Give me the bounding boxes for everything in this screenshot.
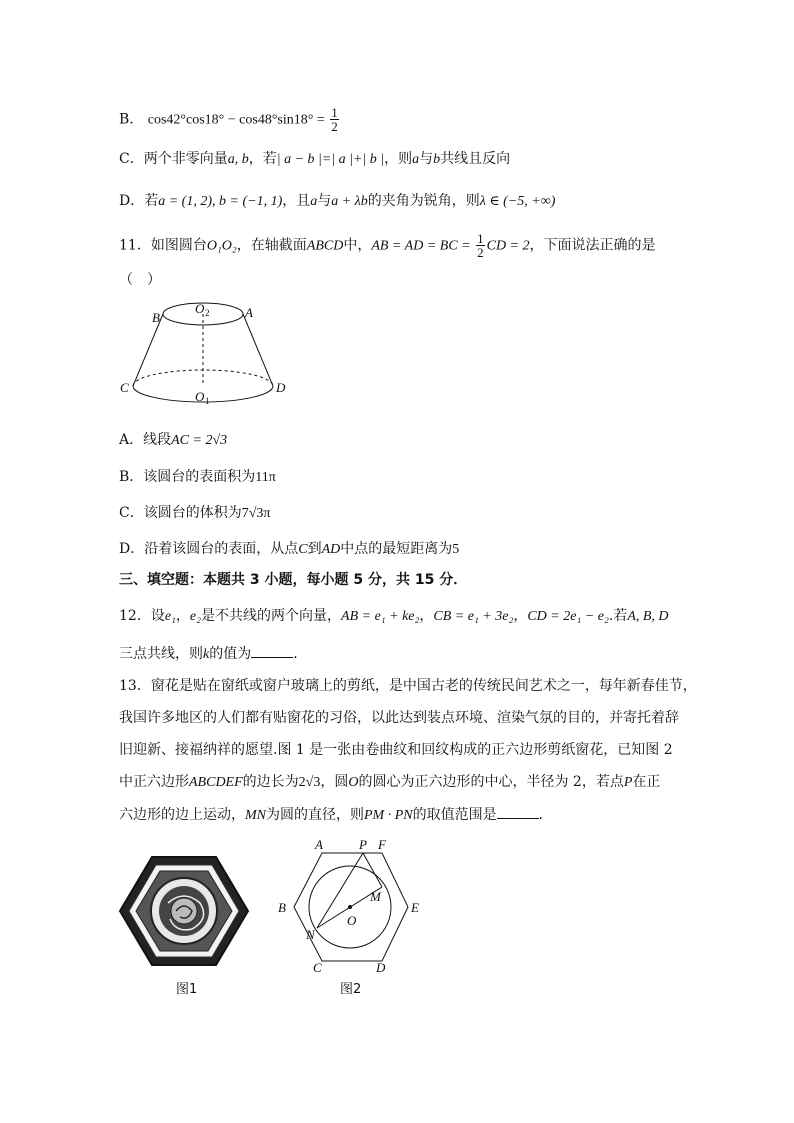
vector-ab: AB = e₁ + ke₂	[341, 609, 420, 624]
segment-pm	[363, 853, 382, 887]
q11-option-b: B．该圆台的表面积为11π	[119, 469, 276, 485]
label-B: B	[278, 900, 286, 915]
q11-option-a: A．线段AC = 2√3	[119, 432, 228, 448]
label-A: A	[315, 837, 323, 852]
q12-line2: 三点共线，则k的值为 .	[119, 643, 298, 665]
answer-blank[interactable]	[497, 804, 539, 819]
center-dot	[348, 905, 352, 909]
figure1-window-flower	[118, 853, 250, 973]
range: λ ∈ (−5, +∞)	[479, 194, 556, 209]
label-M: M	[370, 889, 381, 904]
label-B: B	[152, 310, 160, 325]
label-C: C	[313, 960, 322, 975]
label-C: C	[120, 380, 129, 395]
q13-paragraph: 13．窗花是贴在窗纸或窗户玻璃上的剪纸，是中国古老的传统民间艺术之一，每年新春佳节， 我国许多地区的人们都有贴窗花的习俗，以此达到装点环境、渲染气氛的目的，并寄托着辞 旧迎新、接福纳祥的愿望.图 1 是一张由卷曲纹和回纹构成的正六边形剪纸窗花，已知图 2 中正六边形ABCDEF的边长为2√3，圆O的圆心为正六边形的中心，半径为 2，若点P在正 六边形的边上运动，MN为圆的直径，则PM · PN的取值范围是 ．	[119, 678, 697, 823]
q11-stem: 11．如图圆台O₁O₂，在轴截面ABCD中，AB = AD = BC = $\frac{1}{2}$ CD = 2，下面说法正确的是	[119, 231, 656, 260]
q10-option-c: C．两个非零向量a, b，若| a − b |=| a |+| b |，则a与b共线且反向	[119, 151, 511, 167]
slant-right	[243, 314, 273, 386]
label-O: O	[347, 913, 357, 928]
figure2-caption: 图2	[340, 982, 362, 997]
label-O1: O	[195, 389, 205, 404]
q10-option-b	[119, 106, 341, 133]
label-O2-sub: 2	[205, 308, 210, 318]
q10-option-d: D．若a = (1, 2), b = (−1, 1)，且a与a + λb的夹角为锐角，则λ ∈ (−5, +∞)	[119, 193, 556, 209]
label-A: A	[245, 305, 253, 320]
condition: a = (1, 2), b = (−1, 1)	[158, 194, 283, 209]
label-O2: O	[195, 301, 205, 316]
label-E: E	[411, 900, 419, 915]
vectors: a, b	[227, 152, 249, 167]
frustum-figure	[115, 300, 295, 410]
expression: cos42°cos18° − cos48°sin18° =	[147, 112, 329, 128]
flower-center	[171, 898, 197, 924]
figure1-caption: 图1	[176, 982, 198, 997]
q11-option-d: D．沿着该圆台的表面，从点C到AD中点的最短距离为5	[119, 541, 460, 557]
label-N: N	[306, 927, 315, 942]
answer-paren: （ ）	[119, 272, 161, 288]
vector-cb: CB = e₁ + 3e₂	[433, 609, 514, 624]
condition: | a − b |=| a |+| b |	[276, 152, 385, 167]
label-D: D	[276, 380, 286, 395]
section-title: 三、填空题：本题共 3 小题，每小题 5 分，共 15 分．	[119, 572, 468, 588]
answer-blank[interactable]	[251, 643, 293, 658]
figure2-hexagon-circle	[270, 835, 430, 975]
vector-cd: CD = 2e₁ − e₂	[527, 609, 609, 624]
fraction: $\frac{1}{2}$	[477, 231, 484, 260]
option-label: B．	[119, 111, 144, 128]
label-D: D	[376, 960, 386, 975]
label-F: F	[378, 837, 386, 852]
bottom-ellipse-back	[133, 370, 273, 386]
q12-line1: 12．设e₁，e₂是不共线的两个向量，AB = e₁ + ke₂，CB = e₁ + 3e₂，CD = 2e₁ − e₂.若A, B, D	[119, 608, 669, 624]
label-P: P	[359, 837, 367, 852]
q11-option-c: C．该圆台的体积为7√3π	[119, 505, 271, 521]
label-O1-sub: 1	[205, 396, 210, 406]
fraction: $\frac{1}{2}$	[331, 105, 338, 134]
